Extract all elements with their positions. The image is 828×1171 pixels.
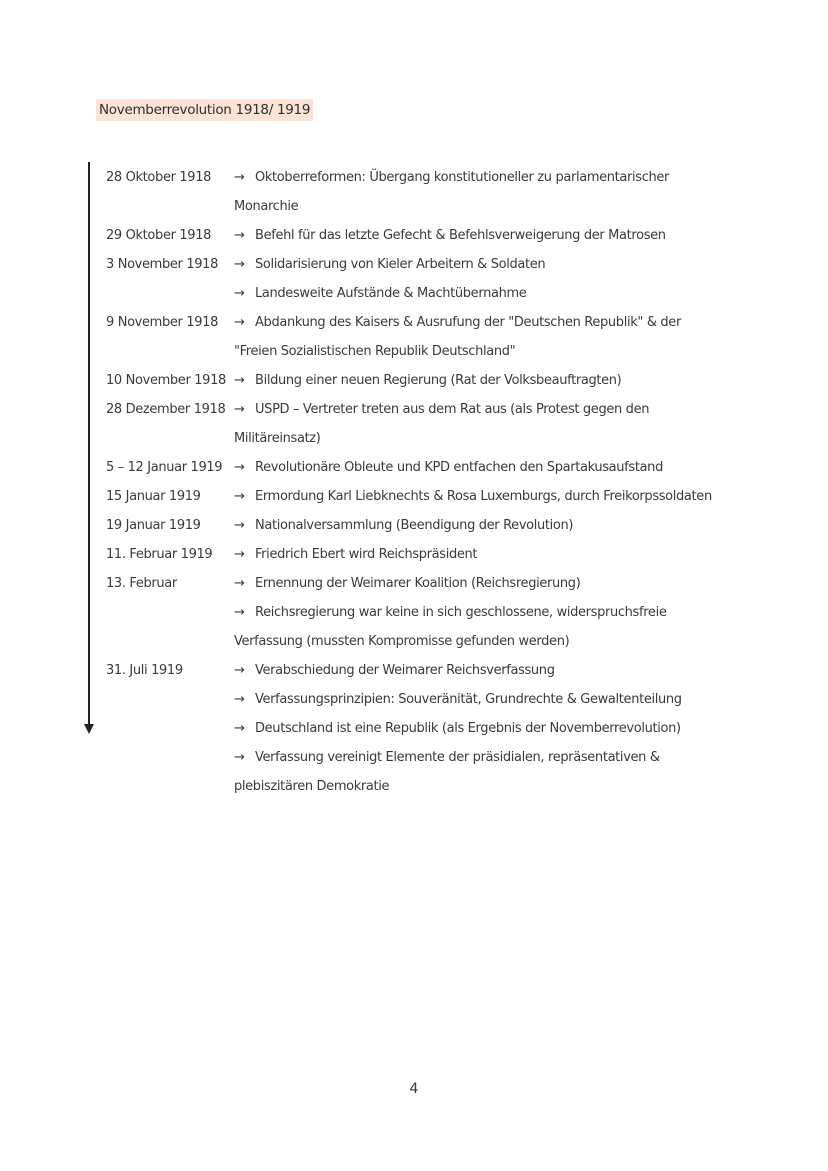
timeline-event-text: Monarchie [234, 199, 299, 214]
timeline-date: 28 Oktober 1918 [106, 170, 212, 185]
timeline-date: 3 November 1918 [106, 257, 218, 272]
timeline-event-text: Ermordung Karl Liebknechts & Rosa Luxemburgs, durch Freikorpssoldaten [255, 489, 712, 504]
timeline-event-text: Verfassungsprinzipien: Souveränität, Grundrechte & Gewaltenteilung [255, 692, 682, 707]
timeline-event-text: Reichsregierung war keine in sich geschlossene, widerspruchsfreie [255, 605, 667, 620]
timeline-row [0, 598, 828, 627]
timeline-event-text: Solidarisierung von Kieler Arbeitern & Soldaten [255, 257, 546, 272]
timeline-text [234, 250, 545, 279]
timeline-event-text: Verfassung (mussten Kompromisse gefunden werden) [234, 634, 570, 649]
timeline-row [0, 627, 828, 656]
timeline-event-text: USPD – Vertreter treten aus dem Rat aus (als Protest gegen den [255, 402, 650, 417]
timeline-event-text: Befehl für das letzte Gefecht & Befehlsverweigerung der Matrosen [255, 228, 666, 243]
timeline-date: 15 Januar 1919 [106, 489, 201, 504]
timeline-event-text: Verabschiedung der Weimarer Reichsverfassung [255, 663, 555, 678]
timeline-date: 13. Februar [106, 576, 177, 591]
timeline-row [0, 482, 828, 511]
timeline-text [234, 685, 682, 714]
timeline-event-text: Verfassung vereinigt Elemente der präsidialen, repräsentativen & [255, 750, 660, 765]
timeline-text [234, 743, 660, 772]
right-arrow-icon: → [234, 489, 245, 504]
timeline-text [234, 772, 389, 801]
timeline-date: 31. Juli 1919 [106, 663, 183, 678]
timeline-text [234, 627, 569, 656]
timeline-row [0, 685, 828, 714]
timeline-row [0, 250, 828, 279]
right-arrow-icon: → [234, 750, 245, 765]
timeline-row [0, 163, 828, 192]
timeline-row [0, 279, 828, 308]
timeline-text [234, 482, 712, 511]
right-arrow-icon: → [234, 547, 245, 562]
right-arrow-icon: → [234, 402, 245, 417]
timeline-event-text: plebiszitären Demokratie [234, 779, 390, 794]
timeline-date: 10 November 1918 [106, 373, 226, 388]
timeline-entries [0, 163, 828, 801]
timeline-text [234, 279, 526, 308]
page-title: Novemberrevolution 1918/ 1919 [96, 99, 313, 121]
timeline-text [234, 540, 477, 569]
timeline-event-text: Deutschland ist eine Republik (als Ergebnis der Novemberrevolution) [255, 721, 681, 736]
timeline-row [0, 395, 828, 424]
right-arrow-icon: → [234, 721, 245, 736]
timeline-event-text: Landesweite Aufstände & Machtübernahme [255, 286, 527, 301]
right-arrow-icon: → [234, 518, 245, 533]
timeline-date: 19 Januar 1919 [106, 518, 201, 533]
timeline-row [0, 453, 828, 482]
right-arrow-icon: → [234, 605, 245, 620]
timeline-text [234, 511, 573, 540]
right-arrow-icon: → [234, 286, 245, 301]
right-arrow-icon: → [234, 257, 245, 272]
timeline-event-text: "Freien Sozialistischen Republik Deutschland" [234, 344, 516, 359]
right-arrow-icon: → [234, 228, 245, 243]
timeline-text [234, 656, 555, 685]
timeline-text [234, 569, 580, 598]
timeline-date: 29 Oktober 1918 [106, 228, 212, 243]
timeline-event-text: Militäreinsatz) [234, 431, 321, 446]
timeline-event-text: Bildung einer neuen Regierung (Rat der Volksbeauftragten) [255, 373, 622, 388]
timeline-event-text: Ernennung der Weimarer Koalition (Reichsregierung) [255, 576, 581, 591]
timeline-row [0, 540, 828, 569]
timeline-date: 9 November 1918 [106, 315, 218, 330]
timeline-row [0, 337, 828, 366]
right-arrow-icon: → [234, 576, 245, 591]
timeline-text [234, 163, 669, 192]
timeline-text [234, 337, 515, 366]
timeline-text [234, 221, 666, 250]
timeline-row [0, 772, 828, 801]
timeline-event-text: Friedrich Ebert wird Reichspräsident [255, 547, 478, 562]
timeline-row [0, 308, 828, 337]
timeline-row [0, 221, 828, 250]
page-number: 4 [409, 1081, 419, 1097]
timeline-event-text: Oktoberreformen: Übergang konstitutioneller zu parlamentarischer [255, 170, 670, 185]
timeline-date: 5 – 12 Januar 1919 [106, 460, 223, 475]
timeline-date: 11. Februar 1919 [106, 547, 213, 562]
timeline-text [234, 598, 666, 627]
right-arrow-icon: → [234, 170, 245, 185]
timeline-row [0, 569, 828, 598]
timeline-row [0, 743, 828, 772]
timeline-text [234, 453, 663, 482]
timeline-row [0, 714, 828, 743]
timeline-row [0, 424, 828, 453]
timeline-event-text: Revolutionäre Obleute und KPD entfachen den Spartakusaufstand [255, 460, 663, 475]
right-arrow-icon: → [234, 460, 245, 475]
right-arrow-icon: → [234, 315, 245, 330]
timeline-row [0, 366, 828, 395]
timeline-text [234, 192, 298, 221]
timeline-text [234, 395, 649, 424]
timeline-row [0, 656, 828, 685]
timeline-event-text: Nationalversammlung (Beendigung der Revolution) [255, 518, 574, 533]
timeline-text [234, 424, 321, 453]
timeline-text [234, 714, 681, 743]
timeline-row [0, 192, 828, 221]
timeline-date: 28 Dezember 1918 [106, 402, 226, 417]
timeline-text [234, 366, 621, 395]
timeline-text [234, 308, 681, 337]
timeline-row [0, 511, 828, 540]
timeline-event-text: Abdankung des Kaisers & Ausrufung der "Deutschen Republik" & der [255, 315, 681, 330]
right-arrow-icon: → [234, 663, 245, 678]
right-arrow-icon: → [234, 692, 245, 707]
right-arrow-icon: → [234, 373, 245, 388]
